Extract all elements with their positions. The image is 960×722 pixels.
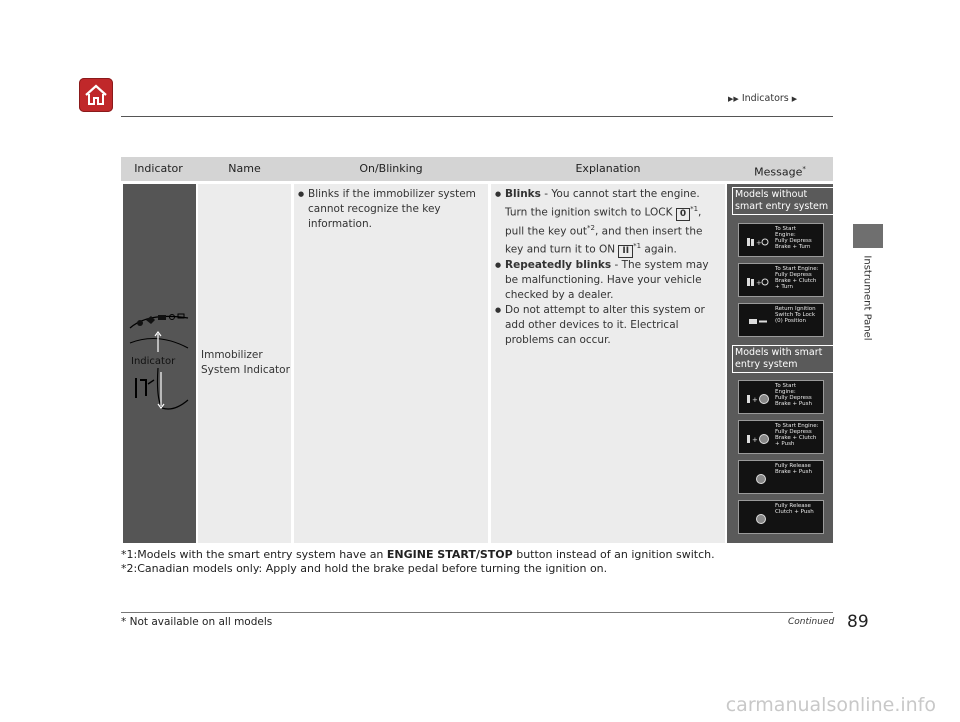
- home-icon: [84, 84, 108, 106]
- footnotes: [121, 548, 715, 576]
- continued-label[interactable]: Continued: [788, 617, 835, 627]
- blinks-text1: - You cannot start the engine. Turn the ignition switch to LOCK: [505, 188, 700, 219]
- indicator-name: [201, 348, 290, 378]
- on-blinking-bullet: ● Blinks if the immobilizer system cannot recognize the key information.: [298, 187, 484, 232]
- on-key-symbol: II: [618, 245, 633, 258]
- message-group1-panel: [738, 303, 824, 337]
- svg-text:+: +: [756, 239, 762, 247]
- indicator-name-line1: Immobilizer: [201, 349, 263, 361]
- section-label: [857, 255, 877, 341]
- footer-rule: [121, 612, 833, 613]
- message-group2-panel-text: To Start Engine: Fully Depress Brake + Push: [775, 383, 812, 407]
- repeat-term: Repeatedly blinks: [505, 258, 612, 271]
- explanation-text: [495, 187, 723, 348]
- footnote-ref-3: *1: [633, 242, 642, 250]
- breadcrumb-label: Indicators: [741, 93, 789, 104]
- on-blinking-cell: [294, 184, 488, 543]
- footnote-1-post: button instead of an ignition switch.: [512, 548, 715, 561]
- footnote-1-pre: *1:Models with the smart entry system have an: [121, 548, 387, 561]
- message-group1-panel: [738, 263, 824, 297]
- explanation-donot: ● Do not attempt to alter this system or add other devices to it. Electrical problems can occur.: [495, 303, 723, 348]
- button-icon: [745, 512, 771, 525]
- message-group1-panel-icon: [745, 233, 771, 246]
- footnote-1-bold: ENGINE START/STOP: [386, 548, 513, 561]
- footer-note: * Not available on all models: [121, 616, 273, 628]
- table-header: [121, 157, 833, 181]
- message-group2-panel-text: To Start Engine: Fully Depress Brake + Clutch + Push: [775, 423, 819, 447]
- indicator-name-line2: System Indicator: [201, 364, 290, 376]
- col-header-message: [727, 157, 833, 181]
- message-group2-panel: [738, 500, 824, 534]
- footnote-ref-1: *1: [690, 205, 699, 213]
- page-number: 89: [847, 612, 869, 632]
- col-header-on-blinking: On/Blinking: [359, 162, 423, 175]
- message-group2-panel-icon: [745, 510, 771, 523]
- repeat-text: - The system may be malfunctioning. Have your vehicle checked by a dealer.: [505, 258, 709, 301]
- blinks-text3: , and then insert the key and turn it to ON: [505, 225, 703, 256]
- col-header-name: Name: [228, 162, 261, 175]
- col-header-message-text: Message: [754, 165, 803, 179]
- section-tab[interactable]: [853, 224, 883, 248]
- message-group2-panel: [738, 420, 824, 454]
- col-header-indicator: Indicator: [134, 162, 183, 175]
- button-icon: [745, 472, 771, 485]
- blinks-text2: , pull the key out: [505, 206, 702, 237]
- footnote-1: [121, 548, 715, 562]
- footnote-2: *2:Canadian models only: Apply and hold the brake pedal before turning the ignition on.: [121, 562, 608, 575]
- indicator-callout-label: Indicator: [131, 356, 176, 367]
- breadcrumb-arrows: ▶▶: [728, 95, 739, 103]
- push-button-icon: [745, 392, 771, 405]
- message-group2-panel-text: Fully Release Brake + Push: [775, 463, 812, 475]
- key-turn-icon: [745, 235, 771, 248]
- lock-key-symbol: 0: [676, 208, 690, 221]
- message-group2-panel: [738, 380, 824, 414]
- blinks-text4: again.: [641, 243, 677, 256]
- watermark-text: carmanualsonline.info: [725, 694, 936, 716]
- explanation-repeatedly: [495, 258, 723, 303]
- message-group1-panel-icon: [745, 313, 771, 326]
- footnote-ref-2: *2: [586, 223, 595, 232]
- svg-text:+: +: [752, 436, 758, 444]
- breadcrumb[interactable]: [728, 93, 797, 104]
- blinks-term: Blinks: [505, 188, 541, 200]
- home-button[interactable]: [79, 78, 113, 112]
- message-group1-panel-text: To Start Engine: Fully Depress Brake + Clutch + Turn: [775, 266, 819, 290]
- explanation-blinks: [495, 187, 723, 258]
- breadcrumb-end-arrow: ▶: [791, 95, 798, 103]
- svg-text:+: +: [752, 396, 758, 404]
- message-group2-panel-icon: [745, 390, 771, 403]
- key-turn-icon: [745, 275, 771, 288]
- col-header-explanation: Explanation: [575, 162, 641, 175]
- message-group2-panel: [738, 460, 824, 494]
- message-group2-panel-icon: [745, 470, 771, 483]
- message-group1-panel: [738, 223, 824, 257]
- message-group2-panel-icon: [745, 430, 771, 443]
- message-group2-panel-text: Fully Release Clutch + Push: [775, 503, 814, 515]
- message-group1-panel-icon: [745, 273, 771, 286]
- message-group1-panel-text: To Start Engine: Fully Depress Brake + Turn: [775, 226, 812, 250]
- message-group2-label: Models with smart entry system: [732, 345, 834, 373]
- message-group1-label: Models without smart entry system: [732, 187, 834, 215]
- key-insert-icon: [745, 315, 771, 328]
- section-label-text: Instrument Panel: [861, 255, 873, 341]
- message-group1-panel-text: Return Ignition Switch To Lock (0) Position: [775, 306, 816, 324]
- header-rule: [121, 116, 833, 117]
- push-button-icon: [745, 432, 771, 445]
- on-blinking-text: [298, 187, 484, 232]
- col-header-message-sup: *: [802, 165, 806, 173]
- svg-text:+: +: [756, 279, 762, 287]
